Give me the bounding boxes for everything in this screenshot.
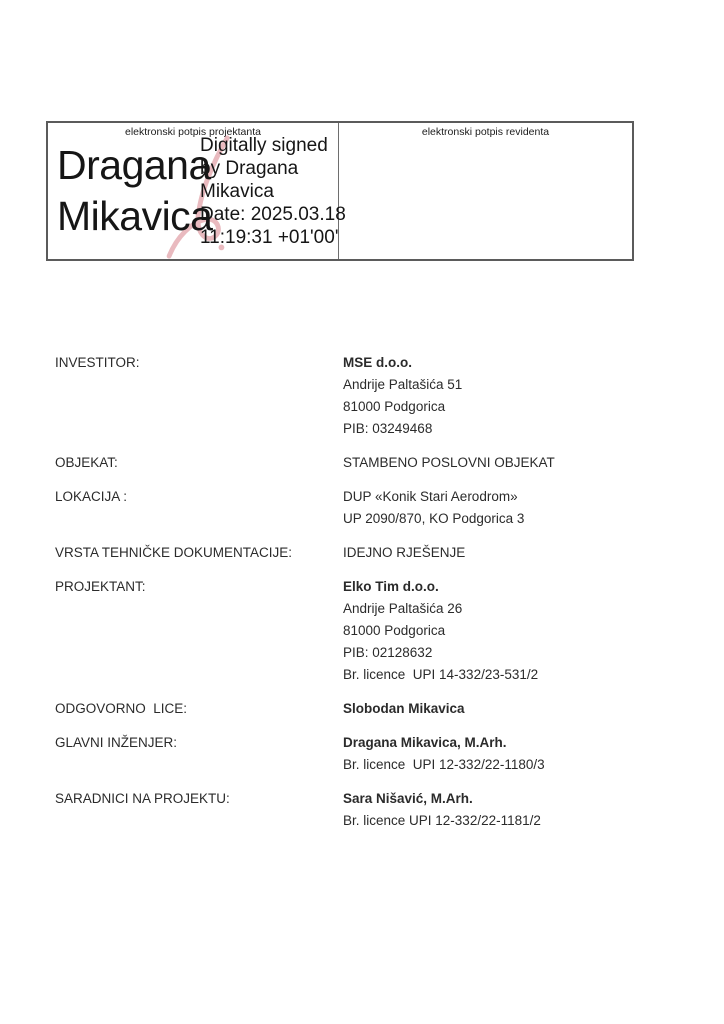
field-label: INVESTITOR:	[55, 355, 140, 370]
field-row-glavni-inzenjer	[55, 732, 670, 776]
signer-name	[57, 140, 212, 242]
signature-field-projektant[interactable]	[48, 123, 346, 259]
field-label: SARADNICI NA PROJEKTU:	[55, 791, 230, 806]
field-row-odgovorno-lice	[55, 698, 670, 720]
field-row-projektant	[55, 576, 670, 686]
field-value	[343, 486, 670, 530]
field-value	[343, 698, 670, 720]
field-row-investitor	[55, 352, 670, 440]
field-value-line: Andrije Paltašića 51	[343, 377, 463, 392]
field-value-line: PIB: 03249468	[343, 421, 433, 436]
field-label: OBJEKAT:	[55, 455, 118, 470]
field-label: LOKACIJA :	[55, 489, 128, 504]
field-value-line: Br. licence UPI 14-332/23-531/2	[343, 667, 539, 682]
field-value-line: IDEJNO RJEŠENJE	[343, 545, 466, 560]
field-value-line: Dragana Mikavica, M.Arh.	[343, 735, 507, 750]
signature-table	[46, 121, 634, 261]
field-value	[343, 788, 670, 832]
field-value-line: PIB: 02128632	[343, 645, 433, 660]
field-label: ODGOVORNO LICE:	[55, 701, 188, 716]
field-value-line: MSE d.o.o.	[343, 355, 412, 370]
field-value-line: Br. licence UPI 12-332/22-1180/3	[343, 757, 545, 772]
field-row-vrsta-dokumentacije	[55, 542, 670, 564]
field-row-objekat	[55, 452, 670, 474]
project-info-fields	[55, 352, 670, 844]
field-value	[343, 542, 670, 564]
field-row-lokacija	[55, 486, 670, 530]
signer-name-line2: Mikavica	[57, 193, 213, 239]
field-value-line: Br. licence UPI 12-332/22-1181/2	[343, 813, 541, 828]
field-value	[343, 452, 670, 474]
projektant-signature-header: elektronski potpis projektanta	[125, 126, 261, 138]
signature-details-line1: Digitally signed	[200, 135, 328, 156]
signature-field-revident[interactable]	[339, 123, 632, 259]
field-value-line: Slobodan Mikavica	[343, 701, 465, 716]
signature-details-line4: Date: 2025.03.18	[200, 204, 346, 225]
field-value-line: DUP «Konik Stari Aerodrom»	[343, 489, 518, 504]
field-row-saradnici	[55, 788, 670, 832]
field-value	[343, 732, 670, 776]
signer-name-line1: Dragana	[57, 142, 211, 188]
field-value	[343, 576, 670, 686]
field-label: GLAVNI INŽENJER:	[55, 735, 178, 750]
signature-details-line3: Mikavica	[200, 181, 274, 202]
field-value-line: Sara Nišavić, M.Arh.	[343, 791, 473, 806]
field-value-line: 81000 Podgorica	[343, 623, 446, 638]
signature-details-line2: by Dragana	[200, 158, 299, 179]
field-value-line: Elko Tim d.o.o.	[343, 579, 439, 594]
field-label: PROJEKTANT:	[55, 579, 146, 594]
field-value-line: UP 2090/870, KO Podgorica 3	[343, 511, 525, 526]
field-value-line: 81000 Podgorica	[343, 399, 446, 414]
field-value-line: Andrije Paltašića 26	[343, 601, 463, 616]
signature-details-line5: 11:19:31 +01'00'	[200, 227, 339, 248]
signature-details	[200, 134, 346, 249]
field-value-line: STAMBENO POSLOVNI OBJEKAT	[343, 455, 555, 470]
field-label: VRSTA TEHNIČKE DOKUMENTACIJE:	[55, 545, 293, 560]
field-value	[343, 352, 670, 440]
revident-signature-header: elektronski potpis revidenta	[421, 126, 550, 138]
